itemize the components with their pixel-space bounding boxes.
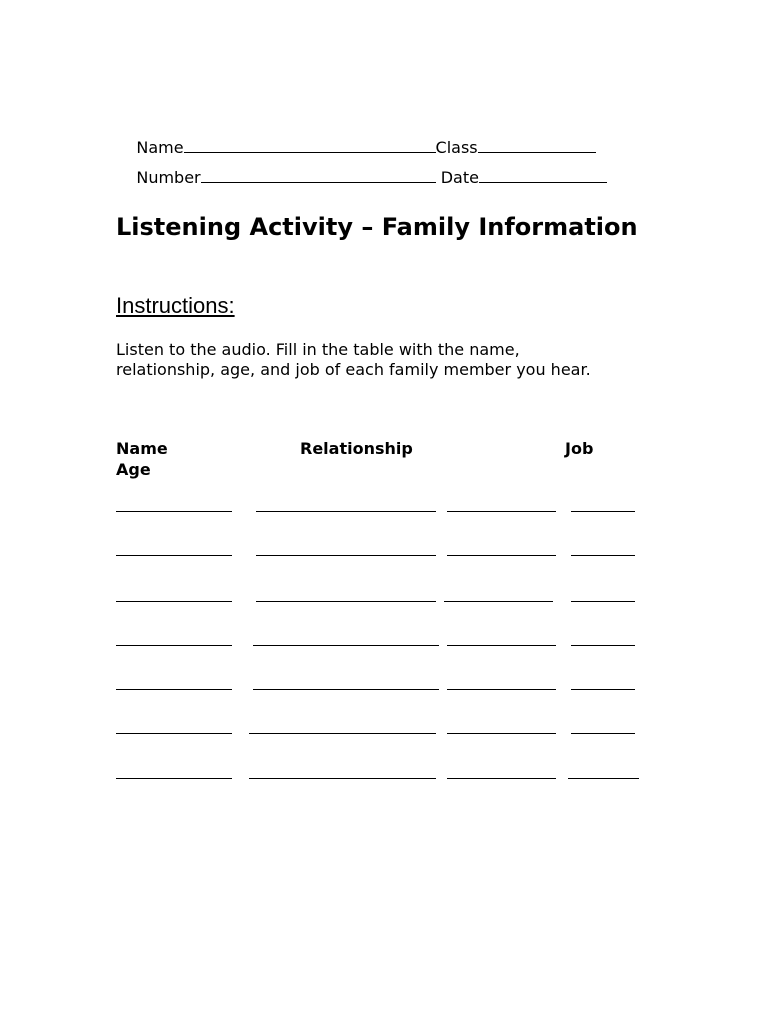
age-blank[interactable] [571, 733, 635, 734]
name-blank[interactable] [116, 733, 232, 734]
job-blank[interactable] [447, 511, 556, 512]
column-header-relationship: Relationship [300, 439, 413, 458]
job-blank[interactable] [444, 601, 553, 602]
date-label: Date [440, 168, 479, 187]
age-blank[interactable] [568, 778, 639, 779]
relationship-blank[interactable] [253, 645, 439, 646]
class-label: Class [435, 138, 478, 157]
name-blank[interactable] [116, 555, 232, 556]
name-blank[interactable] [116, 778, 232, 779]
age-blank[interactable] [571, 555, 635, 556]
column-header-age: Age [116, 460, 151, 479]
age-blank[interactable] [571, 689, 635, 690]
age-blank[interactable] [571, 511, 635, 512]
date-field[interactable] [479, 167, 607, 183]
number-field[interactable] [201, 167, 436, 183]
page-title: Listening Activity – Family Information [116, 213, 638, 241]
relationship-blank[interactable] [253, 689, 439, 690]
job-blank[interactable] [447, 733, 556, 734]
name-blank[interactable] [116, 601, 232, 602]
relationship-blank[interactable] [249, 778, 436, 779]
relationship-blank[interactable] [256, 555, 436, 556]
name-blank[interactable] [116, 645, 232, 646]
job-blank[interactable] [447, 555, 556, 556]
relationship-blank[interactable] [256, 511, 436, 512]
job-blank[interactable] [447, 778, 556, 779]
name-blank[interactable] [116, 689, 232, 690]
age-blank[interactable] [571, 645, 635, 646]
relationship-blank[interactable] [256, 601, 436, 602]
age-blank[interactable] [571, 601, 635, 602]
name-label: Name [136, 138, 184, 157]
column-header-name: Name [116, 439, 168, 458]
instructions-heading: Instructions: [116, 293, 235, 318]
column-header-job: Job [565, 439, 594, 458]
instructions-text: Listen to the audio. Fill in the table with the name, relationship, age, and job of each family member you hear. [116, 340, 591, 379]
number-date-line [116, 147, 607, 208]
name-blank[interactable] [116, 511, 232, 512]
number-label: Number [136, 168, 201, 187]
job-blank[interactable] [447, 689, 556, 690]
relationship-blank[interactable] [249, 733, 436, 734]
job-blank[interactable] [447, 645, 556, 646]
